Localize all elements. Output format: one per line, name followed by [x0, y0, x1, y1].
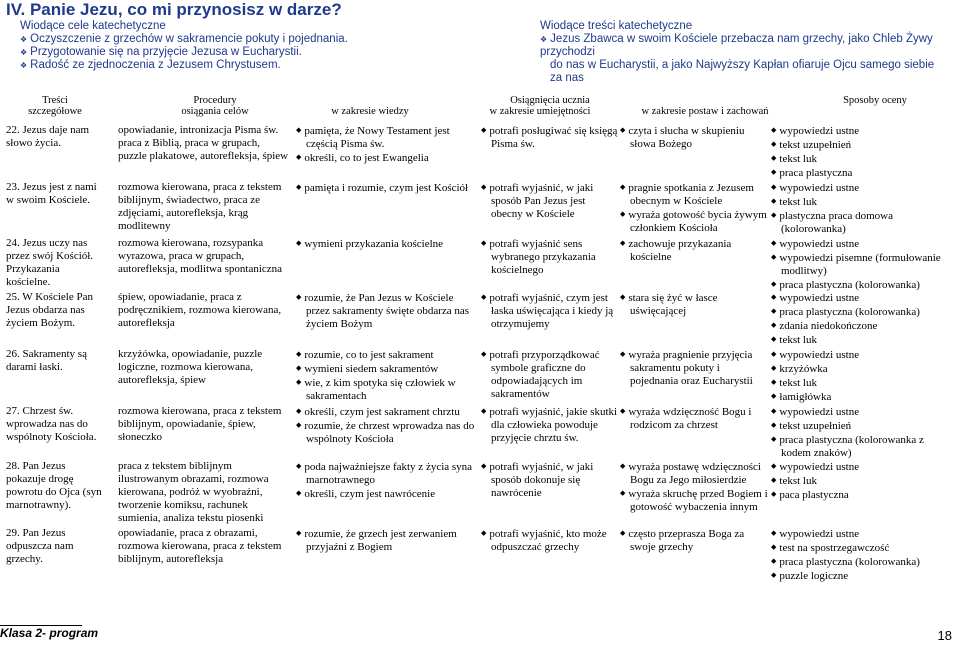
- assessment-item: ◆ wypowiedzi ustne: [771, 405, 956, 419]
- procedures-cell: rozmowa kierowana, praca z tekstem biblijnym, świadectwo, praca ze zdjęciami, autorefleksja, krąg modlitewny: [118, 181, 282, 232]
- attitudes-item: ◆ wyraża pragnienie przyjęcia sakramentu pokuty i pojednania oraz Eucharystii: [620, 348, 768, 388]
- topic-cell: 28. Pan Jezus pokazuje drogę powrotu do Ojca (syn marnotrawny).: [6, 460, 102, 511]
- topic-cell: 22. Jezus daje nam słowo życia.: [6, 124, 90, 149]
- goals-right-heading: Wiodące treści katechetyczne: [540, 20, 693, 32]
- attitudes-item: ◆ wyraża skruchę przed Bogiem i gotowość wybaczenia innym: [620, 487, 768, 514]
- header-procedury-line2: osiągania celów: [181, 106, 249, 117]
- header-tresci: [20, 95, 90, 117]
- topic-cell: 23. Jezus jest z nami w swoim Kościele.: [6, 181, 97, 206]
- procedures-cell: krzyżówka, opowiadanie, puzzle logiczne, rozmowa kierowana, autorefleksja, śpiew: [118, 348, 263, 386]
- procedures-cell: praca z tekstem biblijnym ilustrowanym obrazami, rozmowa kierowana, podróż w wyobraźni, tworzenie komiksu, rachunek sumienia, analiza tekstu piosenki: [118, 460, 269, 524]
- assessment-item: ◆ wypowiedzi ustne: [771, 460, 956, 474]
- assessment-item: ◆ paca plastyczna: [771, 488, 956, 502]
- knowledge-item: ◆ rozumie, że Pan Jezus w Kościele przez sakramenty święte obdarza nas życiem Bożym: [296, 291, 476, 331]
- assessment-item: ◆ test na spostrzegawczość: [771, 541, 956, 555]
- topic-cell: 24. Jezus uczy nas przez swój Kościół. Przykazania kościelne.: [6, 237, 94, 288]
- attitudes-item: ◆ stara się żyć w łasce uświęcającej: [620, 291, 768, 318]
- header-postawy: w zakresie postaw i zachowań: [641, 106, 769, 117]
- assessment-item: ◆ wypowiedzi ustne: [771, 291, 956, 305]
- knowledge-cell: [296, 291, 476, 331]
- knowledge-item: ◆ pamięta i rozumie, czym jest Kościół: [296, 181, 476, 195]
- attitudes-item: ◆ pragnie spotkania z Jezusem obecnym w Kościele: [620, 181, 768, 208]
- assessment-item: ◆ tekst luk: [771, 333, 956, 347]
- knowledge-item: ◆ wymieni przykazania kościelne: [296, 237, 476, 251]
- assessment-item: ◆ tekst luk: [771, 474, 956, 488]
- assessment-item: ◆ wypowiedzi ustne: [771, 348, 956, 362]
- header-procedury: [150, 95, 280, 117]
- assessment-cell: [771, 460, 956, 502]
- header-sposoby: Sposoby oceny: [843, 95, 907, 106]
- knowledge-item: ◆ określi, czym jest nawrócenie: [296, 487, 476, 501]
- assessment-item: ◆ praca plastyczna (kolorowanka z kodem znaków): [771, 433, 956, 460]
- goal-item: ❖ Przygotowanie się na przyjęcie Jezusa w Eucharystii.: [20, 46, 440, 59]
- assessment-item: ◆ wypowiedzi pisemne (formułowanie modlitwy): [771, 251, 956, 278]
- assessment-item: ◆ praca plastyczna (kolorowanka): [771, 555, 956, 569]
- knowledge-cell: [296, 405, 476, 446]
- assessment-cell: [771, 181, 956, 236]
- skills-cell: [481, 527, 619, 554]
- assessment-item: ◆ wypowiedzi ustne: [771, 124, 956, 138]
- assessment-item: ◆ tekst uzupełnień: [771, 138, 956, 152]
- attitudes-cell: [620, 348, 768, 388]
- attitudes-item: ◆ wyraża wdzięczność Bogu i rodzicom za chrzest: [620, 405, 768, 432]
- attitudes-cell: [620, 181, 768, 235]
- topic-cell: 27. Chrzest św. wprowadza nas do wspólnoty Kościoła.: [6, 405, 97, 443]
- procedures-cell: rozmowa kierowana, rozsypanka wyrazowa, praca w grupach, autorefleksja, modlitwa spontaniczna: [118, 237, 283, 275]
- attitudes-item: ◆ zachowuje przykazania kościelne: [620, 237, 768, 264]
- knowledge-item: ◆ pamięta, że Nowy Testament jest częścią Pisma św.: [296, 124, 476, 151]
- attitudes-cell: [620, 291, 768, 318]
- header-tresci-line1: Treści: [42, 95, 68, 106]
- knowledge-cell: [296, 124, 476, 165]
- header-umiejetnosci: w zakresie umiejętności: [489, 106, 591, 117]
- assessment-item: ◆ plastyczna praca domowa (kolorowanka): [771, 209, 956, 236]
- goals-right: [540, 20, 940, 85]
- assessment-item: ◆ wypowiedzi ustne: [771, 237, 956, 251]
- topic-cell: 29. Pan Jezus odpuszcza nam grzechy.: [6, 527, 74, 565]
- content-item-cont: do nas w Eucharystii, a jako Najwyższy Kapłan ofiaruje Ojcu samego siebie za nas: [550, 59, 935, 84]
- assessment-item: ◆ praca plastyczna (kolorowanka): [771, 305, 956, 319]
- attitudes-cell: [620, 124, 768, 151]
- header-osiagniecia: Osiągnięcia ucznia: [510, 95, 590, 106]
- knowledge-item: ◆ określi, co to jest Ewangelia: [296, 151, 476, 165]
- topic-cell: 25. W Kościele Pan Jezus obdarza nas życiem Bożym.: [6, 291, 93, 329]
- knowledge-item: ◆ rozumie, co to jest sakrament: [296, 348, 476, 362]
- skills-cell: [481, 460, 619, 500]
- assessment-item: ◆ łamigłówka: [771, 390, 956, 404]
- skills-cell: [481, 237, 619, 277]
- knowledge-cell: [296, 348, 476, 403]
- goals-left-heading: Wiodące cele katechetyczne: [20, 20, 166, 32]
- procedures-cell: opowiadanie, praca z obrazami, rozmowa kierowana, praca z tekstem biblijnym, autorefleksja: [118, 527, 282, 565]
- attitudes-cell: [620, 527, 768, 554]
- knowledge-item: ◆ wymieni siedem sakramentów: [296, 362, 476, 376]
- assessment-item: ◆ tekst luk: [771, 376, 956, 390]
- footer-label: Klasa 2- program: [0, 626, 99, 640]
- knowledge-item: ◆ wie, z kim spotyka się człowiek w sakramentach: [296, 376, 476, 403]
- header-procedury-line1: Procedury: [193, 95, 237, 106]
- assessment-cell: [771, 237, 956, 292]
- knowledge-item: ◆ określi, czym jest sakrament chrztu: [296, 405, 476, 419]
- goal-item: ❖ Oczyszczenie z grzechów w sakramencie pokuty i pojednania.: [20, 33, 440, 46]
- topic-cell: 26. Sakramenty są darami łaski.: [6, 348, 87, 373]
- attitudes-item: ◆ czyta i słucha w skupieniu słowa Bożego: [620, 124, 768, 151]
- assessment-item: ◆ tekst luk: [771, 152, 956, 166]
- skills-cell: [481, 348, 619, 401]
- knowledge-item: ◆ rozumie, że chrzest wprowadza nas do wspólnoty Kościoła: [296, 419, 476, 446]
- skills-item: ◆ potrafi wyjaśnić, kto może odpuszczać grzechy: [481, 527, 619, 554]
- section-title: IV. Panie Jezu, co mi przynosisz w darze?: [6, 0, 342, 19]
- page-number: 18: [937, 628, 952, 643]
- knowledge-cell: [296, 181, 476, 195]
- procedures-cell: opowiadanie, intronizacja Pisma św. praca z Biblią, praca w grupach, puzzle plakatowe, autorefleksja, śpiew: [118, 124, 289, 162]
- attitudes-item: ◆ często przeprasza Boga za swoje grzechy: [620, 527, 768, 554]
- assessment-cell: [771, 291, 956, 347]
- skills-item: ◆ potrafi wyjaśnić, czym jest łaska uświęcająca i kiedy ją otrzymujemy: [481, 291, 619, 331]
- assessment-cell: [771, 124, 956, 180]
- skills-item: ◆ potrafi wyjaśnić, jakie skutki dla człowieka powoduje przyjęcie chrztu św.: [481, 405, 619, 445]
- skills-cell: [481, 405, 619, 445]
- skills-item: ◆ potrafi posługiwać się księgą Pisma św.: [481, 124, 619, 151]
- knowledge-item: ◆ rozumie, że grzech jest zerwaniem przyjaźni z Bogiem: [296, 527, 476, 554]
- assessment-item: ◆ tekst uzupełnień: [771, 419, 956, 433]
- attitudes-cell: [620, 237, 768, 264]
- content-item: ❖ Jezus Zbawca w swoim Kościele przebacza nam grzechy, jako Chleb Żywy przychodzi: [540, 33, 940, 59]
- assessment-item: ◆ praca plastyczna: [771, 166, 956, 180]
- knowledge-item: ◆ poda najważniejsze fakty z życia syna marnotrawnego: [296, 460, 476, 487]
- attitudes-item: ◆ wyraża postawę wdzięczności Bogu za Jego miłosierdzie: [620, 460, 768, 487]
- header-tresci-line2: szczegółowe: [28, 106, 82, 117]
- assessment-item: ◆ wypowiedzi ustne: [771, 181, 956, 195]
- header-wiedza: w zakresie wiedzy: [331, 106, 409, 117]
- procedures-cell: rozmowa kierowana, praca z tekstem biblijnym, opowiadanie, śpiew, słoneczko: [118, 405, 282, 443]
- skills-cell: [481, 291, 619, 331]
- assessment-cell: [771, 348, 956, 404]
- skills-item: ◆ potrafi wyjaśnić, w jaki sposób dokonuje się nawrócenie: [481, 460, 619, 500]
- knowledge-cell: [296, 460, 476, 501]
- attitudes-cell: [620, 405, 768, 432]
- assessment-item: ◆ puzzle logiczne: [771, 569, 956, 583]
- assessment-item: ◆ praca plastyczna (kolorowanka): [771, 278, 956, 292]
- goal-item: ❖ Radość ze zjednoczenia z Jezusem Chrystusem.: [20, 59, 440, 72]
- skills-item: ◆ potrafi przyporządkować symbole graficzne do odpowiadających im sakramentów: [481, 348, 619, 401]
- attitudes-cell: [620, 460, 768, 514]
- assessment-item: ◆ zdania niedokończone: [771, 319, 956, 333]
- goals-left: [20, 20, 440, 72]
- assessment-cell: [771, 527, 956, 583]
- knowledge-cell: [296, 237, 476, 251]
- assessment-item: ◆ tekst luk: [771, 195, 956, 209]
- attitudes-item: ◆ wyraża gotowość bycia żywym członkiem Kościoła: [620, 208, 768, 235]
- assessment-cell: [771, 405, 956, 460]
- skills-cell: [481, 124, 619, 151]
- skills-item: ◆ potrafi wyjaśnić, w jaki sposób Pan Jezus jest obecny w Kościele: [481, 181, 619, 221]
- procedures-cell: śpiew, opowiadanie, praca z podręcznikiem, rozmowa kierowana, autorefleksja: [118, 291, 282, 329]
- assessment-item: ◆ wypowiedzi ustne: [771, 527, 956, 541]
- skills-cell: [481, 181, 619, 221]
- skills-item: ◆ potrafi wyjaśnić sens wybranego przykazania kościelnego: [481, 237, 619, 277]
- assessment-item: ◆ krzyżówka: [771, 362, 956, 376]
- knowledge-cell: [296, 527, 476, 554]
